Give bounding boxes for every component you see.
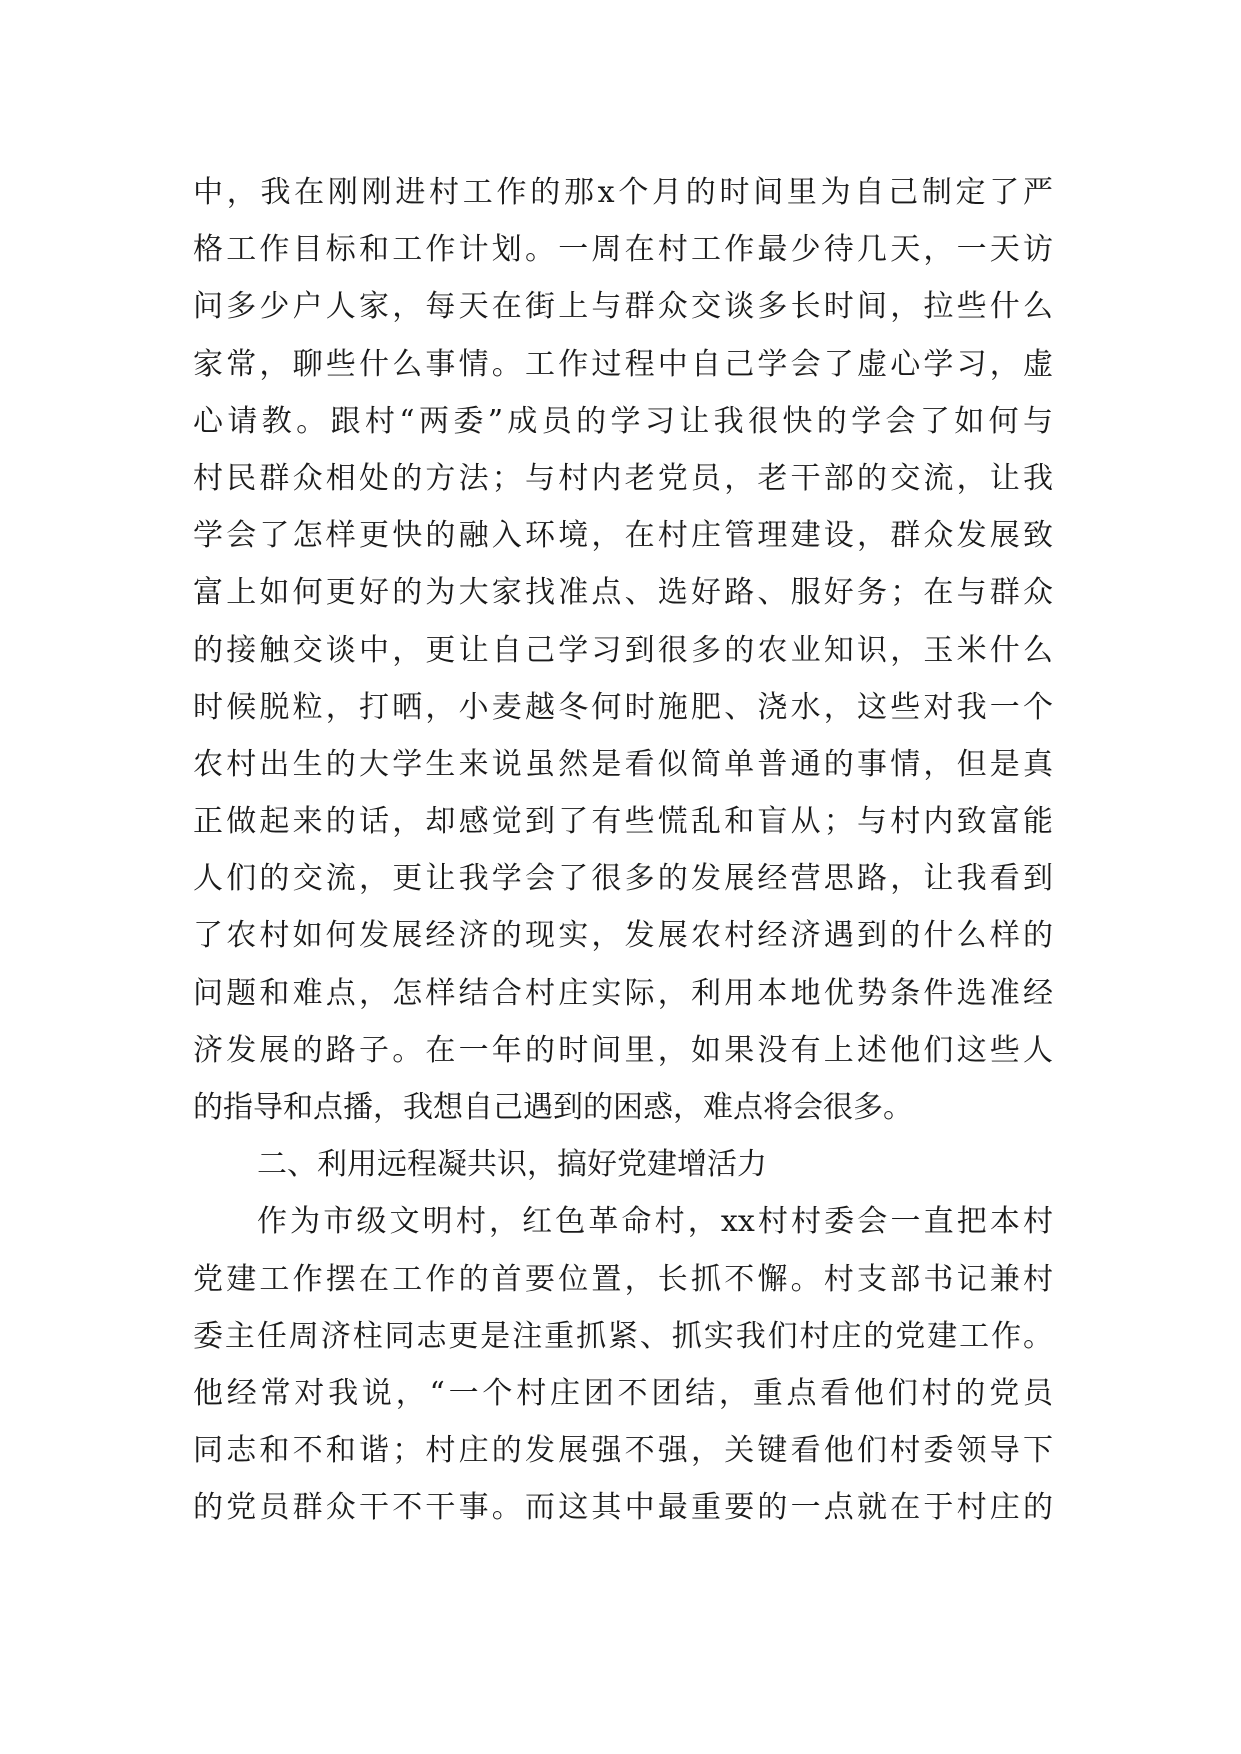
text-line: 问题和难点，怎样结合村庄实际，利用本地优势条件选准经	[193, 975, 1053, 1011]
text-line: 了农村如何发展经济的现实，发展农村经济遇到的什么样的	[193, 918, 1053, 954]
text-line: 家常，聊些什么事情。工作过程中自己学会了虚心学习，虚	[193, 346, 1053, 382]
document-body	[193, 164, 1053, 1537]
text-line: 同志和不和谐；村庄的发展强不强，关键看他们村委领导下	[193, 1433, 1053, 1469]
text-line: 他经常对我说，“一个村庄团不团结，重点看他们村的党员	[193, 1375, 1053, 1411]
text-line: 济发展的路子。在一年的时间里，如果没有上述他们这些人	[193, 1032, 1053, 1068]
text-line: 村民群众相处的方法；与村内老党员，老干部的交流，让我	[193, 460, 1053, 496]
text-line: 委主任周济柱同志更是注重抓紧、抓实我们村庄的党建工作。	[193, 1318, 1053, 1354]
text-line: 时候脱粒，打晒，小麦越冬何时施肥、浇水，这些对我一个	[193, 689, 1053, 725]
text-line: 人们的交流，更让我学会了很多的发展经营思路，让我看到	[193, 861, 1053, 897]
section-heading: 二、利用远程凝共识，搞好党建增活力	[257, 1147, 767, 1183]
text-line: 富上如何更好的为大家找准点、选好路、服好务；在与群众	[193, 575, 1053, 611]
text-line: 的党员群众干不干事。而这其中最重要的一点就在于村庄的	[193, 1490, 1053, 1526]
paragraph-first-line: 作为市级文明村，红色革命村，xx村村委会一直把本村	[257, 1204, 1053, 1240]
paragraph-end-line: 的指导和点播，我想自己遇到的困惑，难点将会很多。	[193, 1090, 913, 1125]
text-line: 正做起来的话，却感觉到了有些慌乱和盲从；与村内致富能	[193, 804, 1053, 840]
text-line: 格工作目标和工作计划。一周在村工作最少待几天，一天访	[193, 232, 1053, 268]
text-line: 学会了怎样更快的融入环境，在村庄管理建设，群众发展致	[193, 518, 1053, 554]
text-line: 农村出生的大学生来说虽然是看似简单普通的事情，但是真	[193, 746, 1053, 782]
text-line: 的接触交谈中，更让自己学习到很多的农业知识，玉米什么	[193, 632, 1053, 668]
text-line: 党建工作摆在工作的首要位置，长抓不懈。村支部书记兼村	[193, 1261, 1053, 1297]
text-line: 问多少户人家，每天在街上与群众交谈多长时间，拉些什么	[193, 289, 1053, 325]
text-line: 中，我在刚刚进村工作的那x个月的时间里为自己制定了严	[193, 175, 1053, 210]
text-line: 心请教。跟村“两委”成员的学习让我很快的学会了如何与	[193, 403, 1053, 439]
